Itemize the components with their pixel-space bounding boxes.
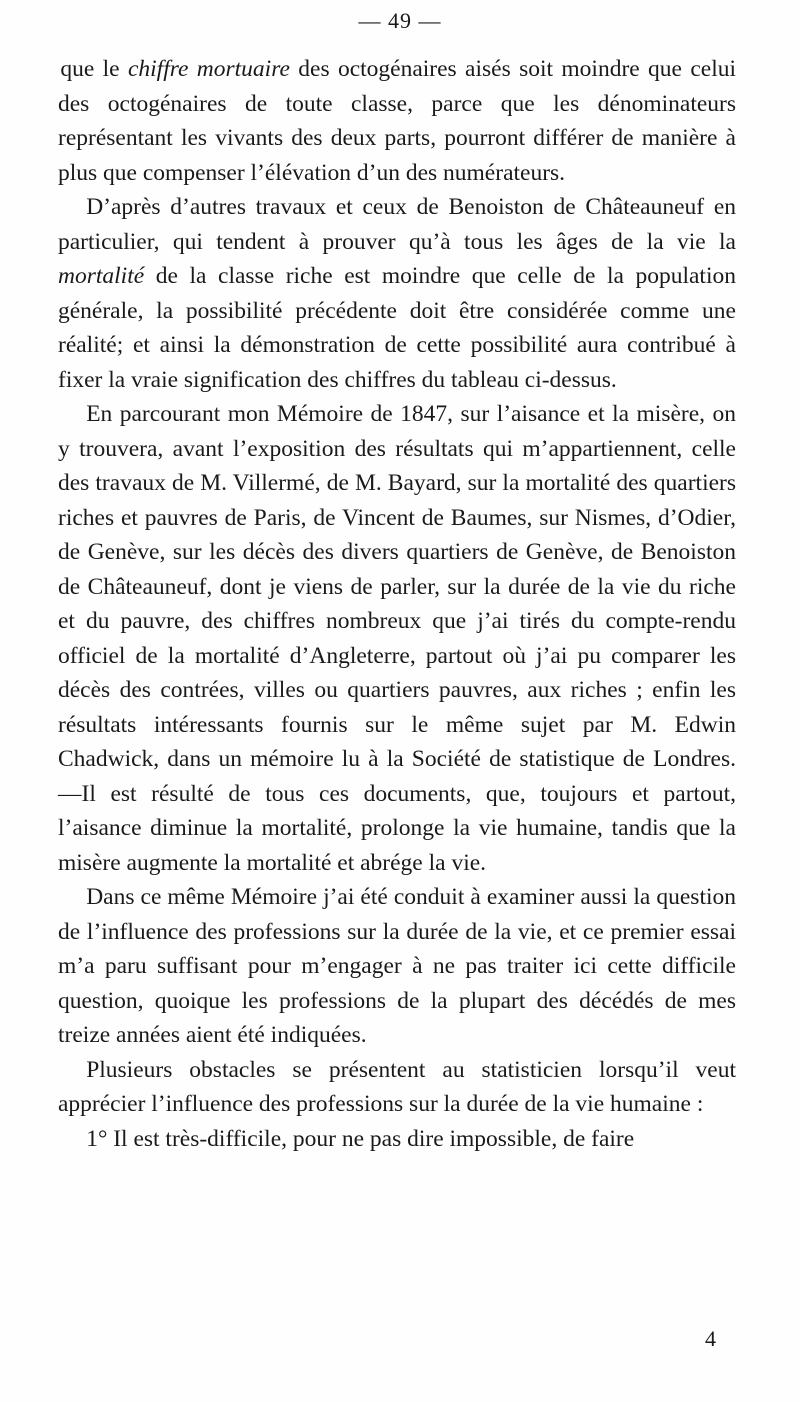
italic-term: mortalité bbox=[58, 263, 145, 289]
paragraph bbox=[58, 397, 736, 880]
text-run: 1° Il est très-difficile, pour ne pas dire impossible, de faire bbox=[86, 1125, 635, 1152]
text-run: En parcourant mon Mémoire de 1847, sur l’aisance et la misère, on y trouvera, avant l’exposition des résultats qui m’appartiennent, celle des travaux de M. Villermé, de M. Bayard, sur la mortalité des quartiers riches et pauvres de Paris, de Vincent de Baumes, sur Nismes, d’Odier, de Genève, sur les décès des divers quartiers de Genève, de Benoiston de Châteauneuf, dont je viens de parler, sur la durée de la vie du riche et du pauvre, des chiffres nombreux que j’ai tirés du compte-rendu officiel de la mortalité d’Angleterre, partout où j’ai pu comparer les décès des contrées, villes ou quartiers pauvres, aux riches ; enfin les résultats intéressants fournis sur le même sujet par M. Edwin Chadwick, dans un mémoire lu à la Société de statistique de Londres. —Il est résulté de tous ces documents, que, toujours et partout, l’aisance diminue la mortalité, prolonge la vie humaine, tandis que la misère augmente la mortalité et abrége la vie. bbox=[58, 401, 736, 876]
page-number: — 49 — bbox=[358, 8, 442, 33]
text-run: que le bbox=[60, 56, 128, 82]
text-run: de la classe riche est moindre que celle de la population générale, la possibilité précédente doit être considérée comme une réalité; et ainsi la démonstration de cette possibilité aura contribué à fixer la vraie signification des chiffres du tableau ci-dessus. bbox=[58, 263, 736, 393]
paragraph bbox=[58, 880, 736, 1053]
text-run: des octogénaires aisés soit moindre que celui des octogénaires de toute classe, parce que les dénominateurs représentant les vivants des deux parts, pourront différer de manière à plus que compenser l’élévation d’un des numérateurs. bbox=[58, 56, 737, 186]
paragraph bbox=[58, 190, 736, 397]
body-text bbox=[58, 52, 736, 1156]
italic-term: chiffre mortuaire bbox=[127, 56, 290, 82]
text-run: D’après d’autres travaux et ceux de Benoiston de Châteauneuf en particulier, qui tendent à prouver qu’à tous les âges de la vie la bbox=[58, 194, 736, 255]
paragraph bbox=[58, 1053, 736, 1122]
paragraph bbox=[58, 52, 736, 190]
text-run: Dans ce même Mémoire j’ai été conduit à examiner aussi la question de l’influence des professions sur la durée de la vie, et ce premier essai m’a paru suffisant pour m’engager à ne pas traiter ici cette difficile question, quoique les professions de la plupart des décédés de mes treize années aient été indiquées. bbox=[58, 884, 736, 1048]
paragraph bbox=[58, 1122, 736, 1157]
signature-mark: 4 bbox=[705, 1326, 716, 1351]
text-run: Plusieurs obstacles se présentent au statisticien lorsqu’il veut apprécier l’influence des professions sur la durée de la vie humaine : bbox=[58, 1056, 736, 1117]
